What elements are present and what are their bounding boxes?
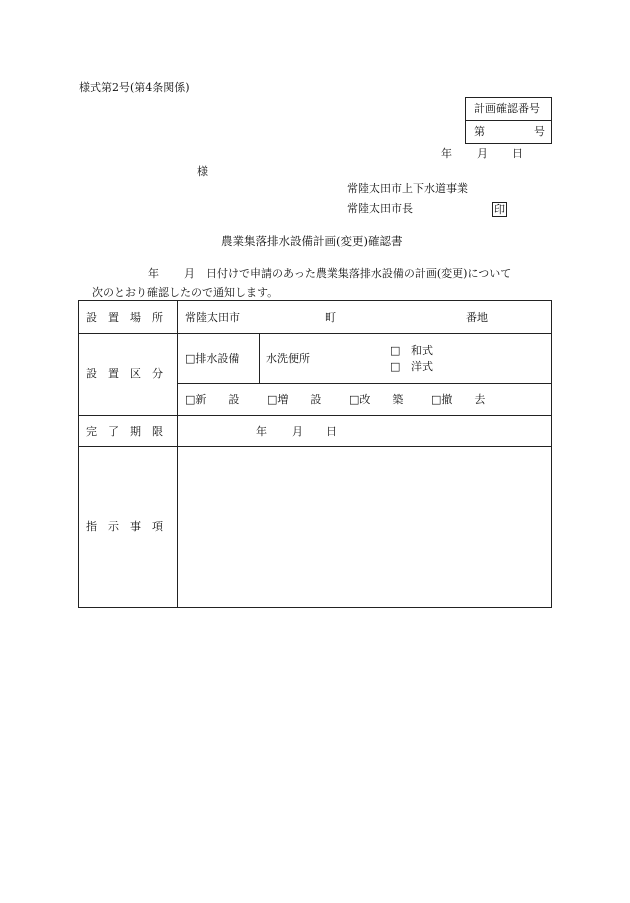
deadline-month: 月	[292, 425, 303, 438]
deadline-year: 年	[256, 425, 267, 438]
row-divider	[177, 383, 551, 384]
document-title: 農業集落排水設備計画(変更)確認書	[221, 234, 403, 248]
action-expand[interactable]: □増 設	[267, 393, 322, 406]
notes-area[interactable]	[178, 447, 550, 606]
action-remove[interactable]: □撤 去	[431, 393, 486, 406]
issuer-title: 常陸太田市長	[347, 202, 413, 215]
addressee-suffix: 様	[197, 165, 208, 178]
location-lot: 番地	[466, 311, 488, 324]
action-new[interactable]: □新 設	[185, 393, 240, 406]
row-divider	[78, 333, 551, 334]
confirmation-box-divider	[465, 120, 551, 121]
confirmation-gou: 号	[534, 125, 545, 138]
body-line1: 日付けで申請のあった農業集落排水設備の計画(変更)について	[206, 267, 512, 280]
confirmation-dai: 第	[474, 125, 485, 138]
deadline-day: 日	[326, 425, 337, 438]
category-label: 設 置 区 分	[86, 367, 163, 380]
washiki-label: 和式	[411, 344, 433, 357]
toilet-label: 水洗便所	[266, 352, 310, 365]
confirmation-number-label: 計画確認番号	[474, 102, 540, 115]
location-city: 常陸太田市	[185, 311, 240, 324]
category-divider	[259, 333, 260, 384]
notes-label: 指 示 事 項	[86, 520, 163, 533]
action-renovate[interactable]: □改 築	[349, 393, 404, 406]
issuer-org: 常陸太田市上下水道事業	[347, 182, 468, 195]
date-month: 月	[477, 147, 488, 160]
form-number: 様式第2号(第4条関係)	[79, 81, 190, 94]
body-month: 月	[184, 267, 195, 280]
location-town: 町	[325, 311, 336, 324]
drainage-checkbox[interactable]: □排水設備	[185, 352, 240, 365]
date-day: 日	[512, 147, 523, 160]
seal-mark: 印	[494, 203, 505, 216]
yoshiki-checkbox[interactable]: □	[390, 360, 401, 373]
washiki-checkbox[interactable]: □	[390, 344, 401, 357]
deadline-label: 完 了 期 限	[86, 425, 163, 438]
body-line2: 次のとおり確認したので通知します。	[92, 286, 279, 299]
body-year: 年	[148, 267, 159, 280]
location-label: 設 置 場 所	[86, 311, 163, 324]
date-year: 年	[441, 147, 452, 160]
row-divider	[78, 415, 551, 416]
yoshiki-label: 洋式	[411, 360, 433, 373]
